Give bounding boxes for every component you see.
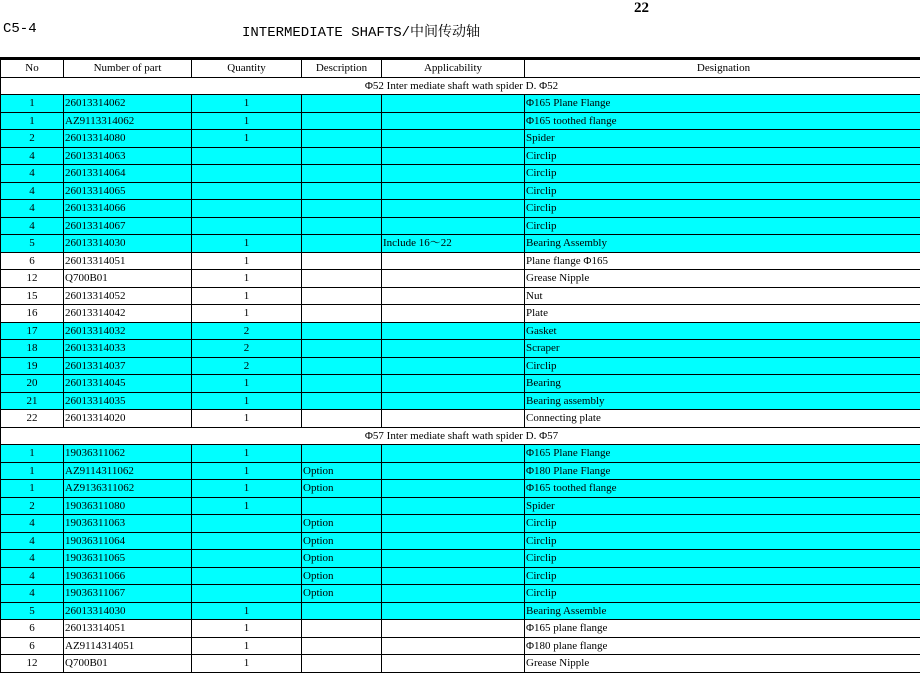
table-row xyxy=(1,165,920,183)
cell-quantity: 2 xyxy=(192,357,302,375)
cell-description xyxy=(302,340,382,358)
cell-no: 20 xyxy=(1,375,64,393)
cell-description xyxy=(302,637,382,655)
cell-applicability xyxy=(382,375,525,393)
cell-designation: Φ165 toothed flange xyxy=(525,112,920,130)
table-row xyxy=(1,322,920,340)
cell-quantity: 1 xyxy=(192,462,302,480)
cell-no: 1 xyxy=(1,95,64,113)
cell-no: 1 xyxy=(1,445,64,463)
table-row xyxy=(1,462,920,480)
cell-no: 18 xyxy=(1,340,64,358)
cell-no: 1 xyxy=(1,462,64,480)
cell-quantity: 1 xyxy=(192,480,302,498)
table-row xyxy=(1,550,920,568)
cell-quantity xyxy=(192,165,302,183)
cell-quantity: 1 xyxy=(192,95,302,113)
cell-designation: Spider xyxy=(525,130,920,148)
cell-designation: Φ165 Plane Flange xyxy=(525,95,920,113)
table-row xyxy=(1,147,920,165)
cell-description xyxy=(302,375,382,393)
cell-applicability xyxy=(382,462,525,480)
cell-no: 21 xyxy=(1,392,64,410)
cell-designation: Φ180 plane flange xyxy=(525,637,920,655)
cell-designation: Scraper xyxy=(525,340,920,358)
col-header-quantity: Quantity xyxy=(192,60,302,78)
cell-applicability xyxy=(382,637,525,655)
cell-applicability xyxy=(382,567,525,585)
cell-part-number: 19036311080 xyxy=(64,497,192,515)
cell-no: 1 xyxy=(1,112,64,130)
cell-designation: Bearing xyxy=(525,375,920,393)
cell-part-number: 26013314063 xyxy=(64,147,192,165)
cell-applicability xyxy=(382,620,525,638)
cell-designation: Circlip xyxy=(525,200,920,218)
table-row xyxy=(1,532,920,550)
cell-applicability xyxy=(382,445,525,463)
table-row xyxy=(1,392,920,410)
cell-applicability xyxy=(382,322,525,340)
cell-part-number: 26013314033 xyxy=(64,340,192,358)
cell-designation: Plate xyxy=(525,305,920,323)
cell-applicability xyxy=(382,165,525,183)
cell-description: Option xyxy=(302,585,382,603)
cell-designation: Gasket xyxy=(525,322,920,340)
table-row xyxy=(1,130,920,148)
cell-no: 19 xyxy=(1,357,64,375)
cell-quantity: 1 xyxy=(192,392,302,410)
cell-applicability xyxy=(382,182,525,200)
cell-applicability xyxy=(382,602,525,620)
cell-designation: Spider xyxy=(525,497,920,515)
document-title: INTERMEDIATE SHAFTS/中间传动轴 xyxy=(242,25,481,41)
cell-quantity: 1 xyxy=(192,287,302,305)
cell-quantity: 1 xyxy=(192,637,302,655)
table-row xyxy=(1,252,920,270)
cell-description: Option xyxy=(302,515,382,533)
cell-no: 6 xyxy=(1,637,64,655)
table-row xyxy=(1,602,920,620)
table-row xyxy=(1,305,920,323)
cell-applicability xyxy=(382,532,525,550)
cell-description xyxy=(302,287,382,305)
cell-quantity: 1 xyxy=(192,305,302,323)
table-row xyxy=(1,375,920,393)
section-code: C5-4 xyxy=(3,21,37,37)
cell-applicability xyxy=(382,130,525,148)
cell-description xyxy=(302,165,382,183)
cell-applicability xyxy=(382,497,525,515)
cell-part-number: 26013314030 xyxy=(64,235,192,253)
cell-no: 16 xyxy=(1,305,64,323)
cell-part-number: 19036311066 xyxy=(64,567,192,585)
table-row xyxy=(1,497,920,515)
cell-designation: Φ165 plane flange xyxy=(525,620,920,638)
cell-part-number: 26013314035 xyxy=(64,392,192,410)
cell-part-number: 26013314042 xyxy=(64,305,192,323)
cell-applicability xyxy=(382,200,525,218)
cell-quantity: 1 xyxy=(192,375,302,393)
cell-description xyxy=(302,130,382,148)
cell-description xyxy=(302,112,382,130)
table-row xyxy=(1,287,920,305)
section-header-row xyxy=(1,77,920,95)
cell-quantity: 1 xyxy=(192,497,302,515)
cell-no: 1 xyxy=(1,480,64,498)
cell-part-number: 19036311067 xyxy=(64,585,192,603)
table-body xyxy=(1,77,920,672)
cell-no: 4 xyxy=(1,165,64,183)
col-header-description: Description xyxy=(302,60,382,78)
section-title: Φ57 Inter mediate shaft wath spider D. Φ57 xyxy=(1,427,920,445)
table-row xyxy=(1,217,920,235)
cell-part-number: 19036311064 xyxy=(64,532,192,550)
cell-applicability xyxy=(382,480,525,498)
cell-description xyxy=(302,620,382,638)
cell-no: 4 xyxy=(1,200,64,218)
cell-applicability xyxy=(382,392,525,410)
cell-applicability xyxy=(382,550,525,568)
cell-designation: Grease Nipple xyxy=(525,655,920,673)
cell-description xyxy=(302,357,382,375)
cell-quantity xyxy=(192,182,302,200)
table-row xyxy=(1,182,920,200)
cell-description: Option xyxy=(302,550,382,568)
cell-quantity: 2 xyxy=(192,340,302,358)
table-row xyxy=(1,270,920,288)
cell-part-number: Q700B01 xyxy=(64,655,192,673)
cell-applicability xyxy=(382,252,525,270)
cell-description xyxy=(302,602,382,620)
cell-applicability xyxy=(382,287,525,305)
cell-quantity xyxy=(192,585,302,603)
cell-part-number: 26013314067 xyxy=(64,217,192,235)
cell-designation: Φ165 toothed flange xyxy=(525,480,920,498)
cell-applicability xyxy=(382,655,525,673)
cell-description xyxy=(302,217,382,235)
cell-designation: Circlip xyxy=(525,532,920,550)
cell-quantity: 1 xyxy=(192,235,302,253)
cell-designation: Circlip xyxy=(525,585,920,603)
cell-description xyxy=(302,270,382,288)
cell-description xyxy=(302,497,382,515)
cell-quantity: 1 xyxy=(192,655,302,673)
table-row xyxy=(1,515,920,533)
cell-designation: Φ180 Plane Flange xyxy=(525,462,920,480)
cell-designation: Circlip xyxy=(525,550,920,568)
cell-designation: Bearing assembly xyxy=(525,392,920,410)
cell-no: 4 xyxy=(1,217,64,235)
cell-quantity xyxy=(192,515,302,533)
cell-no: 4 xyxy=(1,182,64,200)
cell-description xyxy=(302,305,382,323)
cell-designation: Plane flange Φ165 xyxy=(525,252,920,270)
cell-no: 4 xyxy=(1,532,64,550)
cell-applicability xyxy=(382,585,525,603)
cell-description xyxy=(302,655,382,673)
table-row xyxy=(1,112,920,130)
cell-quantity: 1 xyxy=(192,130,302,148)
table-row xyxy=(1,637,920,655)
section-header-row xyxy=(1,427,920,445)
cell-quantity xyxy=(192,147,302,165)
table-row xyxy=(1,620,920,638)
table-row xyxy=(1,585,920,603)
cell-part-number: 19036311063 xyxy=(64,515,192,533)
cell-no: 2 xyxy=(1,130,64,148)
cell-applicability: Include 16～22 xyxy=(382,235,525,253)
cell-part-number: 26013314066 xyxy=(64,200,192,218)
cell-part-number: AZ9114314051 xyxy=(64,637,192,655)
cell-quantity xyxy=(192,550,302,568)
cell-part-number: AZ9113314062 xyxy=(64,112,192,130)
cell-quantity xyxy=(192,567,302,585)
page-number: 22 xyxy=(634,0,649,16)
cell-designation: Φ165 Plane Flange xyxy=(525,445,920,463)
cell-applicability xyxy=(382,515,525,533)
cell-no: 12 xyxy=(1,655,64,673)
col-header-no: No xyxy=(1,60,64,78)
col-header-applicability: Applicability xyxy=(382,60,525,78)
cell-applicability xyxy=(382,305,525,323)
cell-designation: Grease Nipple xyxy=(525,270,920,288)
cell-part-number: 19036311062 xyxy=(64,445,192,463)
table-header-row xyxy=(1,60,920,78)
cell-designation: Circlip xyxy=(525,567,920,585)
cell-quantity: 1 xyxy=(192,410,302,428)
cell-no: 4 xyxy=(1,567,64,585)
cell-no: 15 xyxy=(1,287,64,305)
cell-part-number: Q700B01 xyxy=(64,270,192,288)
cell-designation: Circlip xyxy=(525,165,920,183)
cell-description xyxy=(302,95,382,113)
cell-no: 12 xyxy=(1,270,64,288)
cell-designation: Connecting plate xyxy=(525,410,920,428)
cell-part-number: AZ9136311062 xyxy=(64,480,192,498)
cell-no: 6 xyxy=(1,252,64,270)
cell-quantity: 1 xyxy=(192,112,302,130)
col-header-part-number: Number of part xyxy=(64,60,192,78)
cell-quantity: 1 xyxy=(192,602,302,620)
cell-applicability xyxy=(382,217,525,235)
section-title: Φ52 Inter mediate shaft wath spider D. Φ52 xyxy=(1,77,920,95)
cell-designation: Bearing Assemble xyxy=(525,602,920,620)
cell-part-number: 26013314030 xyxy=(64,602,192,620)
cell-part-number: 19036311065 xyxy=(64,550,192,568)
cell-part-number: AZ9114311062 xyxy=(64,462,192,480)
cell-no: 4 xyxy=(1,550,64,568)
cell-part-number: 26013314045 xyxy=(64,375,192,393)
cell-designation: Circlip xyxy=(525,515,920,533)
cell-description xyxy=(302,392,382,410)
cell-description: Option xyxy=(302,532,382,550)
cell-designation: Circlip xyxy=(525,147,920,165)
cell-no: 4 xyxy=(1,585,64,603)
cell-quantity: 1 xyxy=(192,270,302,288)
cell-no: 6 xyxy=(1,620,64,638)
cell-description xyxy=(302,182,382,200)
cell-part-number: 26013314020 xyxy=(64,410,192,428)
cell-part-number: 26013314051 xyxy=(64,252,192,270)
parts-table xyxy=(0,59,920,673)
table-row xyxy=(1,445,920,463)
cell-description: Option xyxy=(302,480,382,498)
cell-description xyxy=(302,322,382,340)
col-header-designation: Designation xyxy=(525,60,920,78)
table-row xyxy=(1,357,920,375)
cell-part-number: 26013314051 xyxy=(64,620,192,638)
table-row xyxy=(1,410,920,428)
cell-part-number: 26013314080 xyxy=(64,130,192,148)
cell-description xyxy=(302,235,382,253)
cell-part-number: 26013314037 xyxy=(64,357,192,375)
cell-part-number: 26013314065 xyxy=(64,182,192,200)
table-row xyxy=(1,567,920,585)
cell-part-number: 26013314062 xyxy=(64,95,192,113)
cell-quantity: 1 xyxy=(192,252,302,270)
cell-description xyxy=(302,445,382,463)
cell-applicability xyxy=(382,270,525,288)
cell-no: 2 xyxy=(1,497,64,515)
cell-designation: Circlip xyxy=(525,182,920,200)
cell-applicability xyxy=(382,95,525,113)
table-row xyxy=(1,95,920,113)
cell-quantity xyxy=(192,532,302,550)
cell-description xyxy=(302,147,382,165)
cell-part-number: 26013314032 xyxy=(64,322,192,340)
cell-no: 4 xyxy=(1,147,64,165)
cell-quantity: 2 xyxy=(192,322,302,340)
cell-no: 17 xyxy=(1,322,64,340)
cell-designation: Circlip xyxy=(525,217,920,235)
cell-part-number: 26013314064 xyxy=(64,165,192,183)
cell-applicability xyxy=(382,340,525,358)
cell-designation: Nut xyxy=(525,287,920,305)
cell-applicability xyxy=(382,357,525,375)
cell-quantity: 1 xyxy=(192,445,302,463)
cell-applicability xyxy=(382,147,525,165)
cell-description xyxy=(302,252,382,270)
cell-part-number: 26013314052 xyxy=(64,287,192,305)
cell-no: 4 xyxy=(1,515,64,533)
table-row xyxy=(1,235,920,253)
cell-applicability xyxy=(382,112,525,130)
cell-no: 5 xyxy=(1,235,64,253)
cell-quantity: 1 xyxy=(192,620,302,638)
table-row xyxy=(1,655,920,673)
cell-designation: Bearing Assembly xyxy=(525,235,920,253)
cell-no: 5 xyxy=(1,602,64,620)
cell-description: Option xyxy=(302,462,382,480)
table-row xyxy=(1,340,920,358)
cell-designation: Circlip xyxy=(525,357,920,375)
table-row xyxy=(1,200,920,218)
cell-description xyxy=(302,410,382,428)
cell-applicability xyxy=(382,410,525,428)
cell-quantity xyxy=(192,200,302,218)
table-row xyxy=(1,480,920,498)
cell-quantity xyxy=(192,217,302,235)
cell-description: Option xyxy=(302,567,382,585)
cell-description xyxy=(302,200,382,218)
cell-no: 22 xyxy=(1,410,64,428)
